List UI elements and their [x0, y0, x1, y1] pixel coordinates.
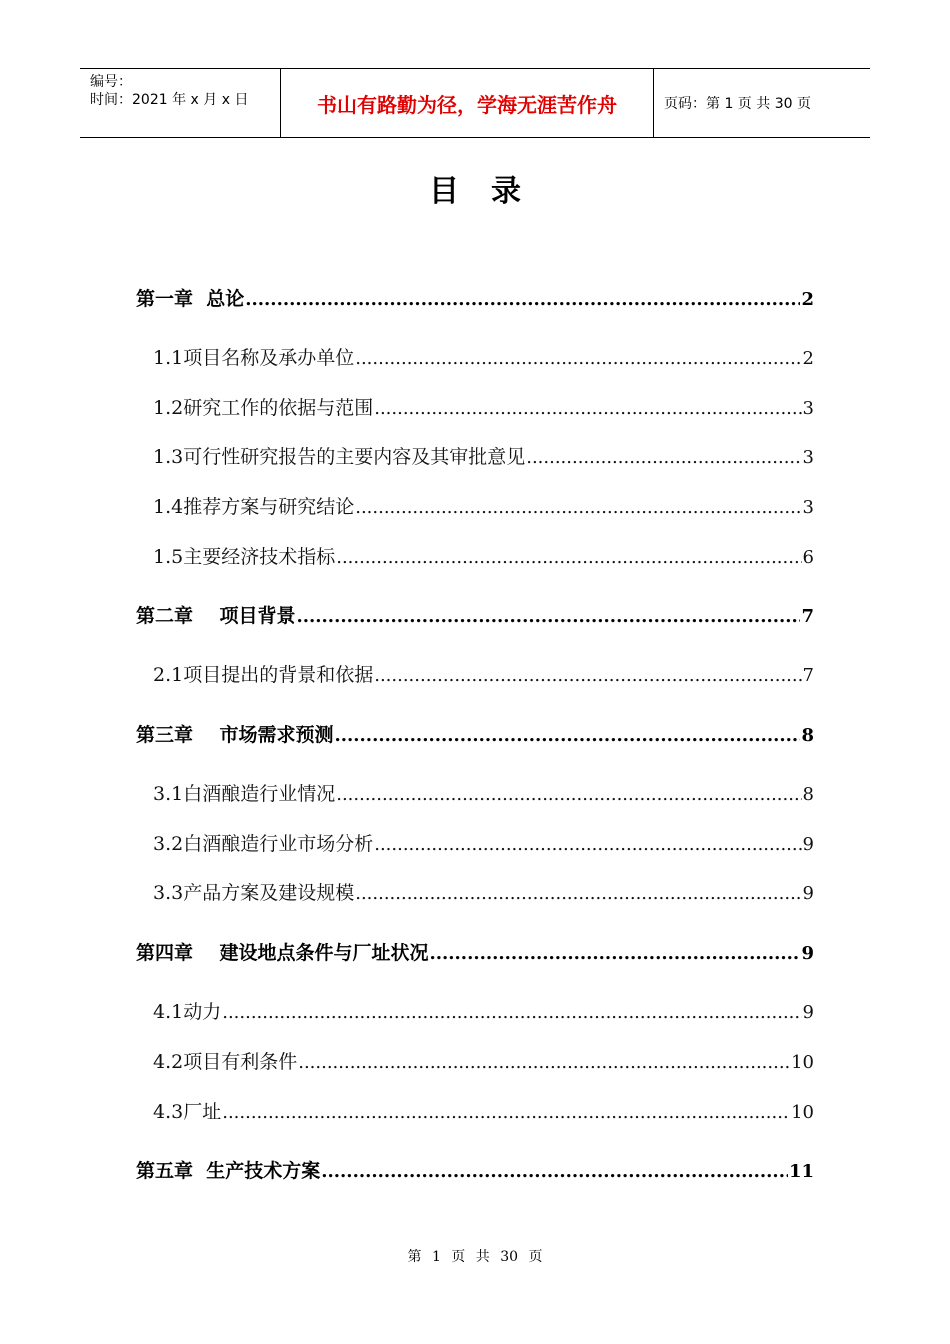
toc-chapter-4[interactable]: [136, 938, 814, 962]
header-motto: 书山有路勤为径，学海无涯苦作舟: [281, 69, 654, 137]
toc-leader: [336, 784, 801, 805]
toc-label: 第三章 市场需求预测: [136, 724, 334, 746]
toc-leader: [245, 289, 800, 310]
page-title: 目录: [429, 174, 553, 209]
toc-leader: [336, 547, 801, 568]
toc-page: 9: [801, 943, 814, 964]
toc-page: 9: [802, 1002, 814, 1023]
toc-leader: [374, 398, 801, 419]
toc-label: 第一章 总论: [136, 288, 245, 310]
toc-chapter-3[interactable]: [136, 720, 814, 744]
toc-section-1-3[interactable]: [153, 442, 814, 466]
toc-page: 3: [802, 398, 814, 419]
toc-label: 2.1项目提出的背景和依据: [153, 664, 374, 686]
toc-page: 3: [802, 497, 814, 518]
toc-page: 2: [801, 289, 814, 310]
toc-chapter-1[interactable]: [136, 284, 814, 308]
toc-label: 1.1项目名称及承办单位: [153, 347, 355, 369]
toc-label: 4.1动力: [153, 1001, 222, 1023]
toc-section-4-1[interactable]: [153, 997, 814, 1021]
toc-label: 4.2项目有利条件: [153, 1051, 298, 1073]
toc-leader: [429, 943, 800, 964]
toc-section-3-3[interactable]: [153, 878, 814, 902]
toc-label: 1.5主要经济技术指标: [153, 546, 336, 568]
toc-leader: [374, 665, 801, 686]
toc-leader: [355, 497, 801, 518]
toc-label: 1.2研究工作的依据与范围: [153, 397, 374, 419]
toc-label: 1.4推荐方案与研究结论: [153, 496, 355, 518]
toc-section-4-2[interactable]: [153, 1047, 814, 1071]
toc-page: 8: [801, 725, 814, 746]
toc-leader: [526, 447, 801, 468]
toc-label: 第四章 建设地点条件与厂址状况: [136, 942, 429, 964]
toc-page: 11: [788, 1161, 814, 1182]
toc-leader: [334, 725, 800, 746]
toc-page: 10: [791, 1052, 814, 1073]
page-footer: 第 1 页 共 30 页: [407, 1249, 543, 1265]
toc-page: 2: [802, 348, 814, 369]
toc-leader: [222, 1002, 801, 1023]
toc-label: 第二章 项目背景: [136, 605, 296, 627]
toc-page: 7: [801, 606, 814, 627]
toc-leader: [222, 1102, 790, 1123]
toc-section-2-1[interactable]: [153, 660, 814, 684]
document-date: 时间：2021 年 x 月 x 日: [90, 92, 249, 108]
toc-section-1-5[interactable]: [153, 542, 814, 566]
toc-section-1-4[interactable]: [153, 492, 814, 516]
toc-leader: [355, 348, 801, 369]
toc-section-4-3[interactable]: [153, 1097, 814, 1121]
document-number: 编号：: [90, 74, 132, 90]
toc-label: 第五章 生产技术方案: [136, 1160, 321, 1182]
header-page-info: 页码：第 1 页 共 30 页: [664, 96, 811, 112]
toc-label: 3.2白酒酿造行业市场分析: [153, 833, 374, 855]
toc-label: 1.3可行性研究报告的主要内容及其审批意见: [153, 446, 526, 468]
toc-page: 8: [802, 784, 814, 805]
toc-leader: [296, 606, 800, 627]
toc-label: 3.1白酒酿造行业情况: [153, 783, 336, 805]
toc-section-1-1[interactable]: [153, 343, 814, 367]
toc-page: 7: [802, 665, 814, 686]
toc-page: 9: [802, 883, 814, 904]
toc-section-3-1[interactable]: [153, 779, 814, 803]
toc-section-1-2[interactable]: [153, 393, 814, 417]
toc-leader: [355, 883, 801, 904]
toc-section-3-2[interactable]: [153, 829, 814, 853]
toc-label: 3.3产品方案及建设规模: [153, 882, 355, 904]
toc-leader: [298, 1052, 790, 1073]
toc-leader: [321, 1161, 788, 1182]
toc-leader: [374, 834, 801, 855]
toc-page: 3: [802, 447, 814, 468]
toc-label: 4.3厂址: [153, 1101, 222, 1123]
toc-page: 6: [802, 547, 814, 568]
toc-chapter-2[interactable]: [136, 601, 814, 625]
toc-page: 10: [791, 1102, 814, 1123]
toc-chapter-5[interactable]: [136, 1156, 814, 1180]
toc-page: 9: [802, 834, 814, 855]
